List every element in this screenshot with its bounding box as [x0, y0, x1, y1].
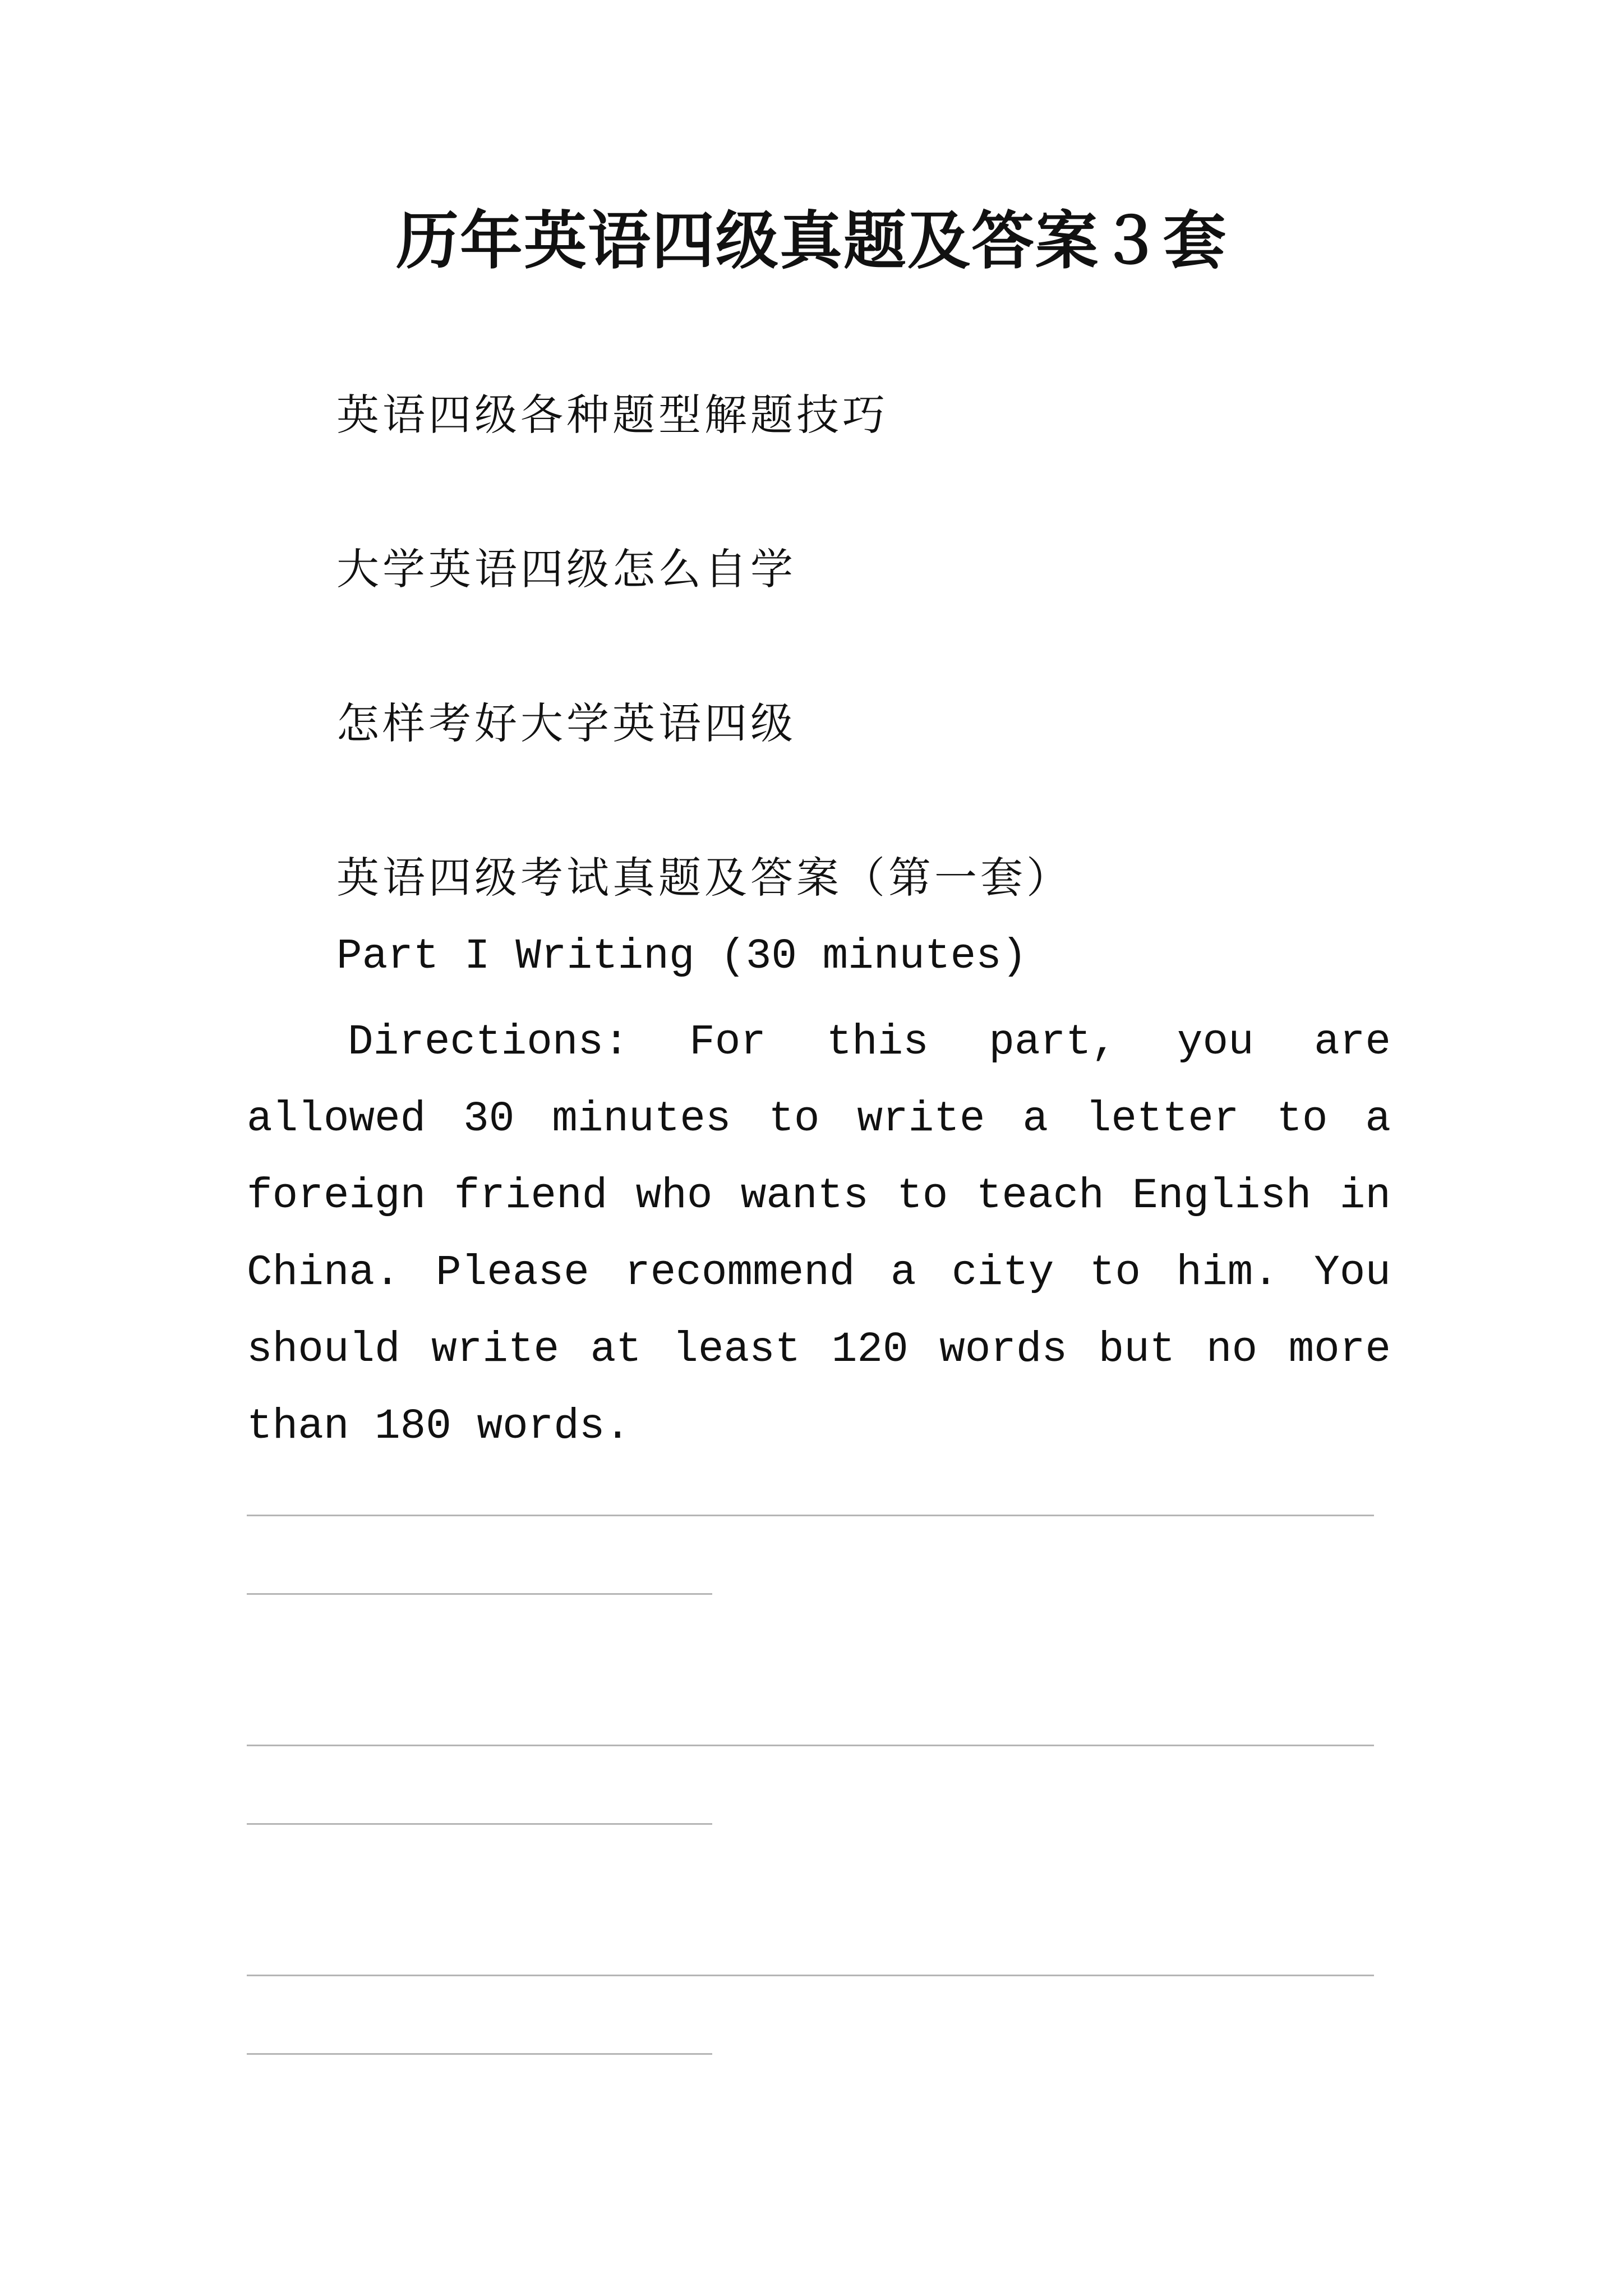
answer-line	[247, 2053, 712, 2055]
document-title: 历年英语四级真题及答案３套	[396, 204, 1227, 278]
toc-item-question-type-tips: 英语四级各种题型解题技巧	[336, 390, 888, 440]
answer-line	[247, 1515, 1374, 1516]
toc-item-how-to-pass: 怎样考好大学英语四级	[336, 698, 796, 748]
answer-line	[247, 1745, 1374, 1746]
answer-line	[247, 1823, 712, 1825]
toc-item-self-study: 大学英语四级怎么自学	[336, 544, 796, 594]
directions-paragraph: Directions: For this part, you are allowed 30 minutes to write a letter to a foreign friend who wants to teach English in China. Please recommend a city to him. You should write at least 120 words but no more than 180 words.	[247, 1018, 1391, 1451]
part-heading: Part I Writing (30 minutes)	[336, 932, 1027, 981]
answer-line	[247, 1593, 712, 1595]
answer-line	[247, 1975, 1374, 1976]
toc-item-exam-set-one: 英语四级考试真题及答案（第一套）	[336, 853, 1072, 903]
